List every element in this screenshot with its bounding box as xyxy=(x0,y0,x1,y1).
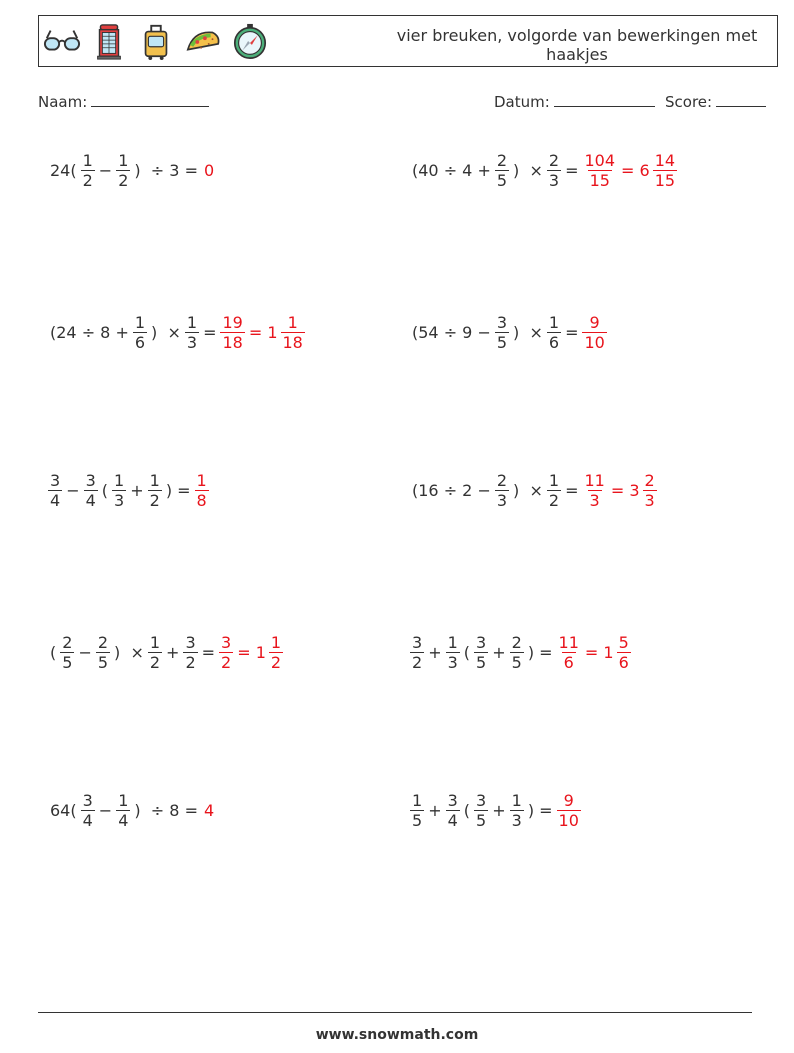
expression-text: ) × xyxy=(513,322,543,342)
numerator: 9 xyxy=(589,312,600,332)
denominator: 6 xyxy=(548,332,560,352)
problem-5 xyxy=(47,465,210,515)
fraction xyxy=(474,791,488,830)
expression-text: + xyxy=(428,800,442,820)
answer-fraction xyxy=(269,633,283,672)
denominator: 5 xyxy=(476,810,487,830)
numerator: 3 xyxy=(82,790,93,810)
numerator: 1 xyxy=(412,790,423,810)
answer-fraction xyxy=(653,151,677,190)
denominator: 2 xyxy=(270,652,282,672)
numerator: 2 xyxy=(511,632,522,652)
expression-text: ) = xyxy=(527,642,553,662)
fraction xyxy=(116,151,130,190)
expression-text: − xyxy=(78,642,92,662)
expression-text: − xyxy=(98,160,113,180)
denominator: 2 xyxy=(118,170,129,190)
expression-text: (54 ÷ 9 − xyxy=(412,322,491,342)
fraction xyxy=(510,791,524,830)
denominator: 5 xyxy=(97,652,109,672)
problem-3 xyxy=(47,307,306,357)
denominator: 5 xyxy=(476,652,487,672)
expression-text: 64( xyxy=(50,800,77,820)
numerator: 3 xyxy=(412,632,423,652)
answer-text: = 1 xyxy=(237,642,266,662)
answer-text: = 1 xyxy=(248,322,278,342)
answer-fraction xyxy=(557,791,581,830)
fraction xyxy=(133,313,147,352)
answer-fraction xyxy=(220,313,244,352)
answer-text: 0 xyxy=(203,160,215,180)
denominator: 5 xyxy=(496,170,508,190)
fraction xyxy=(446,791,460,830)
denominator: 18 xyxy=(282,332,303,352)
suitcase-icon xyxy=(137,23,175,61)
sunglasses-icon xyxy=(43,23,81,61)
expression-text: ) × xyxy=(114,642,144,662)
fraction xyxy=(183,633,197,672)
expression-text: ( xyxy=(50,642,57,662)
fraction xyxy=(495,151,509,190)
answer-fraction xyxy=(617,633,631,672)
date-field xyxy=(494,92,655,111)
expression-text: + xyxy=(130,480,144,500)
fraction xyxy=(547,151,561,190)
numerator: 1 xyxy=(134,312,146,332)
expression-text: ) = xyxy=(165,480,191,500)
name-blank xyxy=(91,92,209,107)
numerator: 1 xyxy=(149,470,160,490)
denominator: 6 xyxy=(563,652,574,672)
name-field xyxy=(38,92,209,111)
denominator: 5 xyxy=(412,810,423,830)
expression-text: = xyxy=(565,480,579,500)
denominator: 4 xyxy=(50,490,61,510)
expression-text: ) ÷ 8 = xyxy=(134,800,198,820)
date-label: Datum: xyxy=(494,93,550,111)
expression-text: + xyxy=(166,642,180,662)
denominator: 15 xyxy=(589,170,610,190)
denominator: 2 xyxy=(221,652,232,672)
numerator: 2 xyxy=(548,150,560,170)
answer-fraction xyxy=(281,313,305,352)
numerator: 1 xyxy=(149,632,161,652)
fraction xyxy=(84,471,98,510)
answer-fraction xyxy=(219,633,233,672)
numerator: 1 xyxy=(118,790,129,810)
denominator: 2 xyxy=(185,652,196,672)
expression-text: = xyxy=(201,642,216,662)
answer-text: 4 xyxy=(203,800,215,820)
denominator: 2 xyxy=(149,652,161,672)
numerator: 1 xyxy=(511,790,522,810)
numerator: 1 xyxy=(186,312,198,332)
fraction xyxy=(148,633,162,672)
score-label: Score: xyxy=(665,93,713,111)
denominator: 2 xyxy=(412,652,423,672)
footer-url: www.snowmath.com xyxy=(315,1027,479,1043)
numerator: 1 xyxy=(114,470,125,490)
expression-text: − xyxy=(98,800,113,820)
problem-6 xyxy=(409,465,658,515)
numerator: 19 xyxy=(222,312,243,332)
expression-text: 24( xyxy=(50,160,77,180)
numerator: 9 xyxy=(563,790,574,810)
fraction xyxy=(81,151,95,190)
numerator: 1 xyxy=(447,632,458,652)
fraction xyxy=(495,471,509,510)
denominator: 2 xyxy=(548,490,560,510)
expression-text: + xyxy=(492,642,506,662)
answer-fraction xyxy=(582,471,606,510)
fraction xyxy=(410,791,424,830)
numerator: 5 xyxy=(618,632,629,652)
expression-text: ( xyxy=(463,642,471,662)
score-blank xyxy=(716,92,766,107)
denominator: 4 xyxy=(85,490,96,510)
date-blank xyxy=(554,92,655,107)
expression-text: = xyxy=(203,322,217,342)
denominator: 5 xyxy=(496,332,508,352)
fraction xyxy=(112,471,126,510)
header-icons xyxy=(43,20,269,64)
denominator: 10 xyxy=(558,810,579,830)
denominator: 3 xyxy=(496,490,508,510)
numerator: 1 xyxy=(548,312,560,332)
fraction xyxy=(48,471,62,510)
problem-8 xyxy=(409,627,632,677)
expression-text: + xyxy=(428,642,442,662)
numerator: 1 xyxy=(82,150,93,170)
numerator: 2 xyxy=(62,632,73,652)
expression-text: (40 ÷ 4 + xyxy=(412,160,491,180)
worksheet-title: vier breuken, volgorde van bewerkingen met haakjes xyxy=(396,26,758,64)
denominator: 3 xyxy=(511,810,522,830)
denominator: 2 xyxy=(82,170,93,190)
denominator: 3 xyxy=(186,332,198,352)
numerator: 11 xyxy=(584,470,605,490)
answer-text: = 6 xyxy=(621,160,650,180)
numerator: 1 xyxy=(287,312,298,332)
score-field xyxy=(665,92,766,111)
fraction xyxy=(185,313,199,352)
numerator: 2 xyxy=(644,470,655,490)
expression-text: (16 ÷ 2 − xyxy=(412,480,491,500)
answer-fraction xyxy=(557,633,581,672)
numerator: 3 xyxy=(476,632,487,652)
expression-text: − xyxy=(66,480,80,500)
numerator: 14 xyxy=(654,150,676,170)
taco-icon xyxy=(184,23,222,61)
expression-text: ( xyxy=(463,800,471,820)
denominator: 18 xyxy=(222,332,243,352)
numerator: 3 xyxy=(447,790,458,810)
fraction xyxy=(81,791,95,830)
denominator: 15 xyxy=(654,170,676,190)
answer-fraction xyxy=(643,471,657,510)
expression-text: + xyxy=(492,800,506,820)
fraction xyxy=(148,471,162,510)
problem-10 xyxy=(409,785,582,835)
denominator: 4 xyxy=(447,810,458,830)
numerator: 3 xyxy=(496,312,508,332)
denominator: 6 xyxy=(134,332,146,352)
footer-divider xyxy=(38,1012,752,1013)
problem-2 xyxy=(409,145,678,195)
numerator: 1 xyxy=(118,150,129,170)
expression-text: ) ÷ 3 = xyxy=(134,160,198,180)
denominator: 3 xyxy=(589,490,600,510)
numerator: 3 xyxy=(85,470,96,490)
denominator: 3 xyxy=(644,490,655,510)
problem-1 xyxy=(47,145,217,195)
fraction xyxy=(96,633,110,672)
fraction xyxy=(547,471,561,510)
denominator: 3 xyxy=(447,652,458,672)
answer-fraction xyxy=(582,151,617,190)
numerator: 3 xyxy=(185,632,196,652)
expression-text: ) × xyxy=(513,160,543,180)
numerator: 3 xyxy=(221,632,232,652)
fraction xyxy=(547,313,561,352)
denominator: 4 xyxy=(118,810,129,830)
denominator: 5 xyxy=(62,652,73,672)
numerator: 2 xyxy=(496,150,508,170)
fraction xyxy=(495,313,509,352)
numerator: 1 xyxy=(196,470,207,490)
answer-text: = 1 xyxy=(584,642,614,662)
expression-text: ) × xyxy=(513,480,543,500)
answer-text: = 3 xyxy=(610,480,640,500)
phone-booth-icon xyxy=(90,23,128,61)
expression-text: ( xyxy=(101,480,109,500)
numerator: 2 xyxy=(97,632,109,652)
name-label: Naam: xyxy=(38,93,88,111)
fraction xyxy=(446,633,460,672)
expression-text: ) × xyxy=(151,322,181,342)
numerator: 3 xyxy=(476,790,487,810)
denominator: 3 xyxy=(548,170,560,190)
numerator: 1 xyxy=(270,632,282,652)
denominator: 2 xyxy=(149,490,160,510)
fraction xyxy=(474,633,488,672)
expression-text: (24 ÷ 8 + xyxy=(50,322,129,342)
expression-text: = xyxy=(565,322,579,342)
denominator: 10 xyxy=(584,332,605,352)
problem-7 xyxy=(47,627,284,677)
expression-text: ) = xyxy=(527,800,553,820)
denominator: 3 xyxy=(114,490,125,510)
fraction xyxy=(410,633,424,672)
numerator: 3 xyxy=(50,470,61,490)
problem-9 xyxy=(47,785,217,835)
denominator: 6 xyxy=(618,652,629,672)
denominator: 4 xyxy=(82,810,93,830)
answer-fraction xyxy=(195,471,209,510)
numerator: 104 xyxy=(584,150,616,170)
problem-4 xyxy=(409,307,608,357)
denominator: 8 xyxy=(196,490,207,510)
numerator: 11 xyxy=(558,632,579,652)
fraction xyxy=(116,791,130,830)
numerator: 1 xyxy=(548,470,560,490)
numerator: 2 xyxy=(496,470,508,490)
denominator: 5 xyxy=(511,652,522,672)
worksheet-header xyxy=(38,15,778,67)
answer-fraction xyxy=(582,313,606,352)
expression-text: = xyxy=(565,160,579,180)
compass-icon xyxy=(231,23,269,61)
fraction xyxy=(510,633,524,672)
fraction xyxy=(60,633,74,672)
